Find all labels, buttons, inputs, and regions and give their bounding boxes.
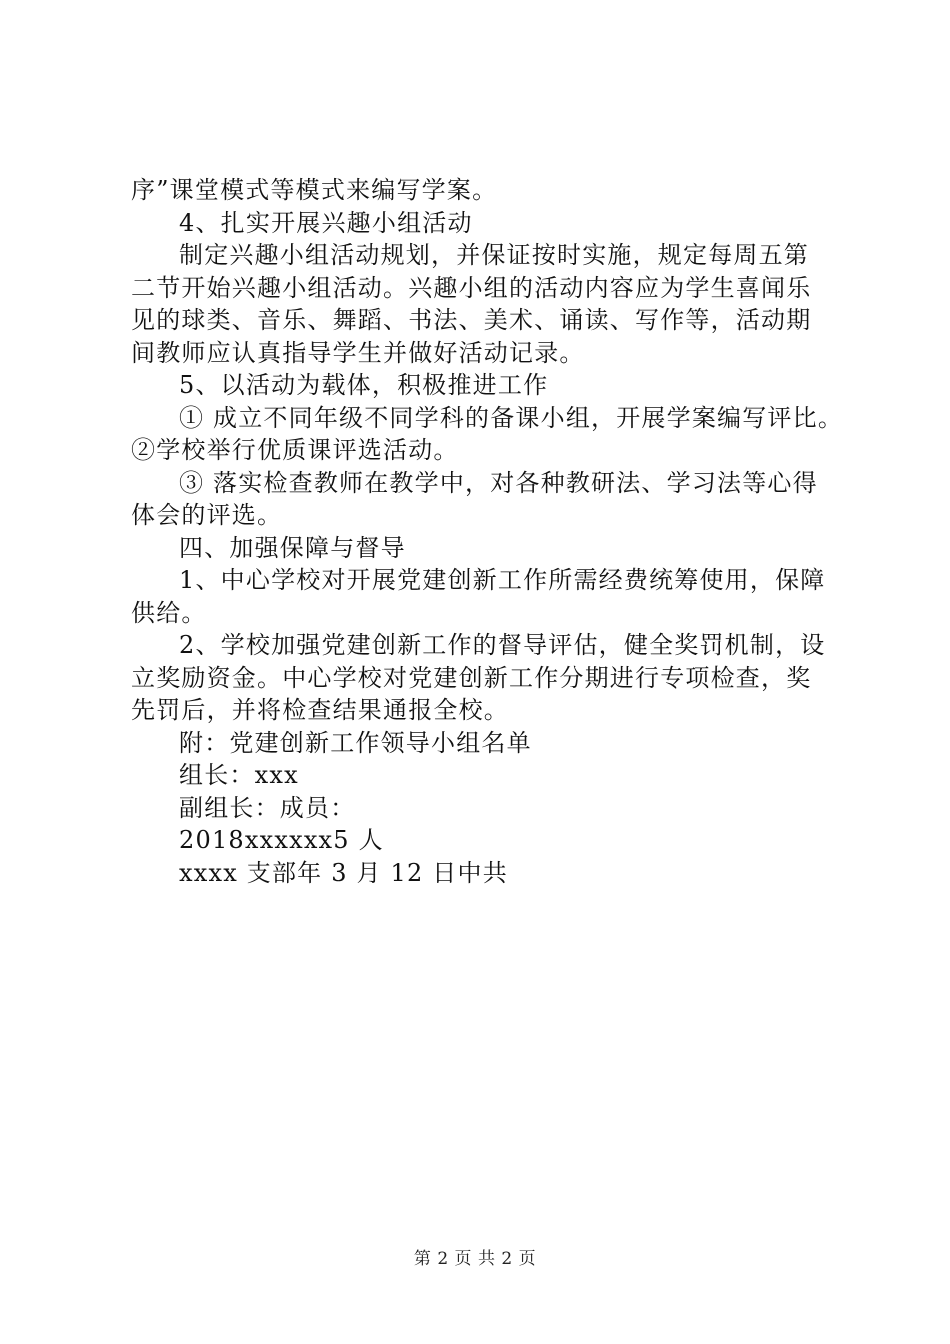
appendix-title: 附：党建创新工作领导小组名单 — [179, 728, 532, 757]
text-line: 先罚后，并将检查结果通报全校。 — [131, 696, 509, 724]
page-number-footer: 第 2 页 共 2 页 — [413, 1249, 537, 1269]
heading-activities: 5、以活动为载体，积极推进工作 — [179, 371, 549, 399]
text-line: 立奖励资金。中心学校对党建创新工作分期进行专项检查，奖 — [131, 663, 812, 692]
member-count-line: 2018xxxxxx5 人 — [179, 826, 384, 854]
leader-line: 组长：xxx — [179, 761, 299, 789]
heading-guarantee: 四、加强保障与督导 — [179, 533, 406, 562]
text-line: 见的球类、音乐、舞蹈、书法、美术、诵读、写作等，活动期 — [131, 306, 812, 334]
text-line: ③ 落实检查教师在教学中，对各种教研法、学习法等心得 — [179, 468, 818, 497]
text-line: 1、中心学校对开展党建创新工作所需经费统筹使用，保障 — [179, 566, 826, 594]
text-line: 制定兴趣小组活动规划，并保证按时实施，规定每周五第 — [179, 241, 809, 269]
text-line: 间教师应认真指导学生并做好活动记录。 — [131, 338, 585, 367]
text-line: 序”课堂模式等模式来编写学案。 — [131, 176, 498, 204]
signature-date-line: xxxx 支部年 3 月 12 日中共 — [179, 858, 508, 887]
document-body — [131, 174, 844, 889]
deputy-leader-line: 副组长：成员： — [179, 793, 356, 822]
text-line: 体会的评选。 — [131, 501, 283, 529]
text-line: 二节开始兴趣小组活动。兴趣小组的活动内容应为学生喜闻乐 — [131, 273, 812, 302]
text-line: 供给。 — [131, 598, 207, 627]
text-line: ②学校举行优质课评选活动。 — [131, 436, 459, 464]
text-line: ① 成立不同年级不同学科的备课小组，开展学案编写评比。 — [179, 403, 844, 432]
heading-interest-groups: 4、扎实开展兴趣小组活动 — [179, 208, 473, 237]
text-line: 2、学校加强党建创新工作的督导评估，健全奖罚机制，设 — [179, 631, 826, 659]
